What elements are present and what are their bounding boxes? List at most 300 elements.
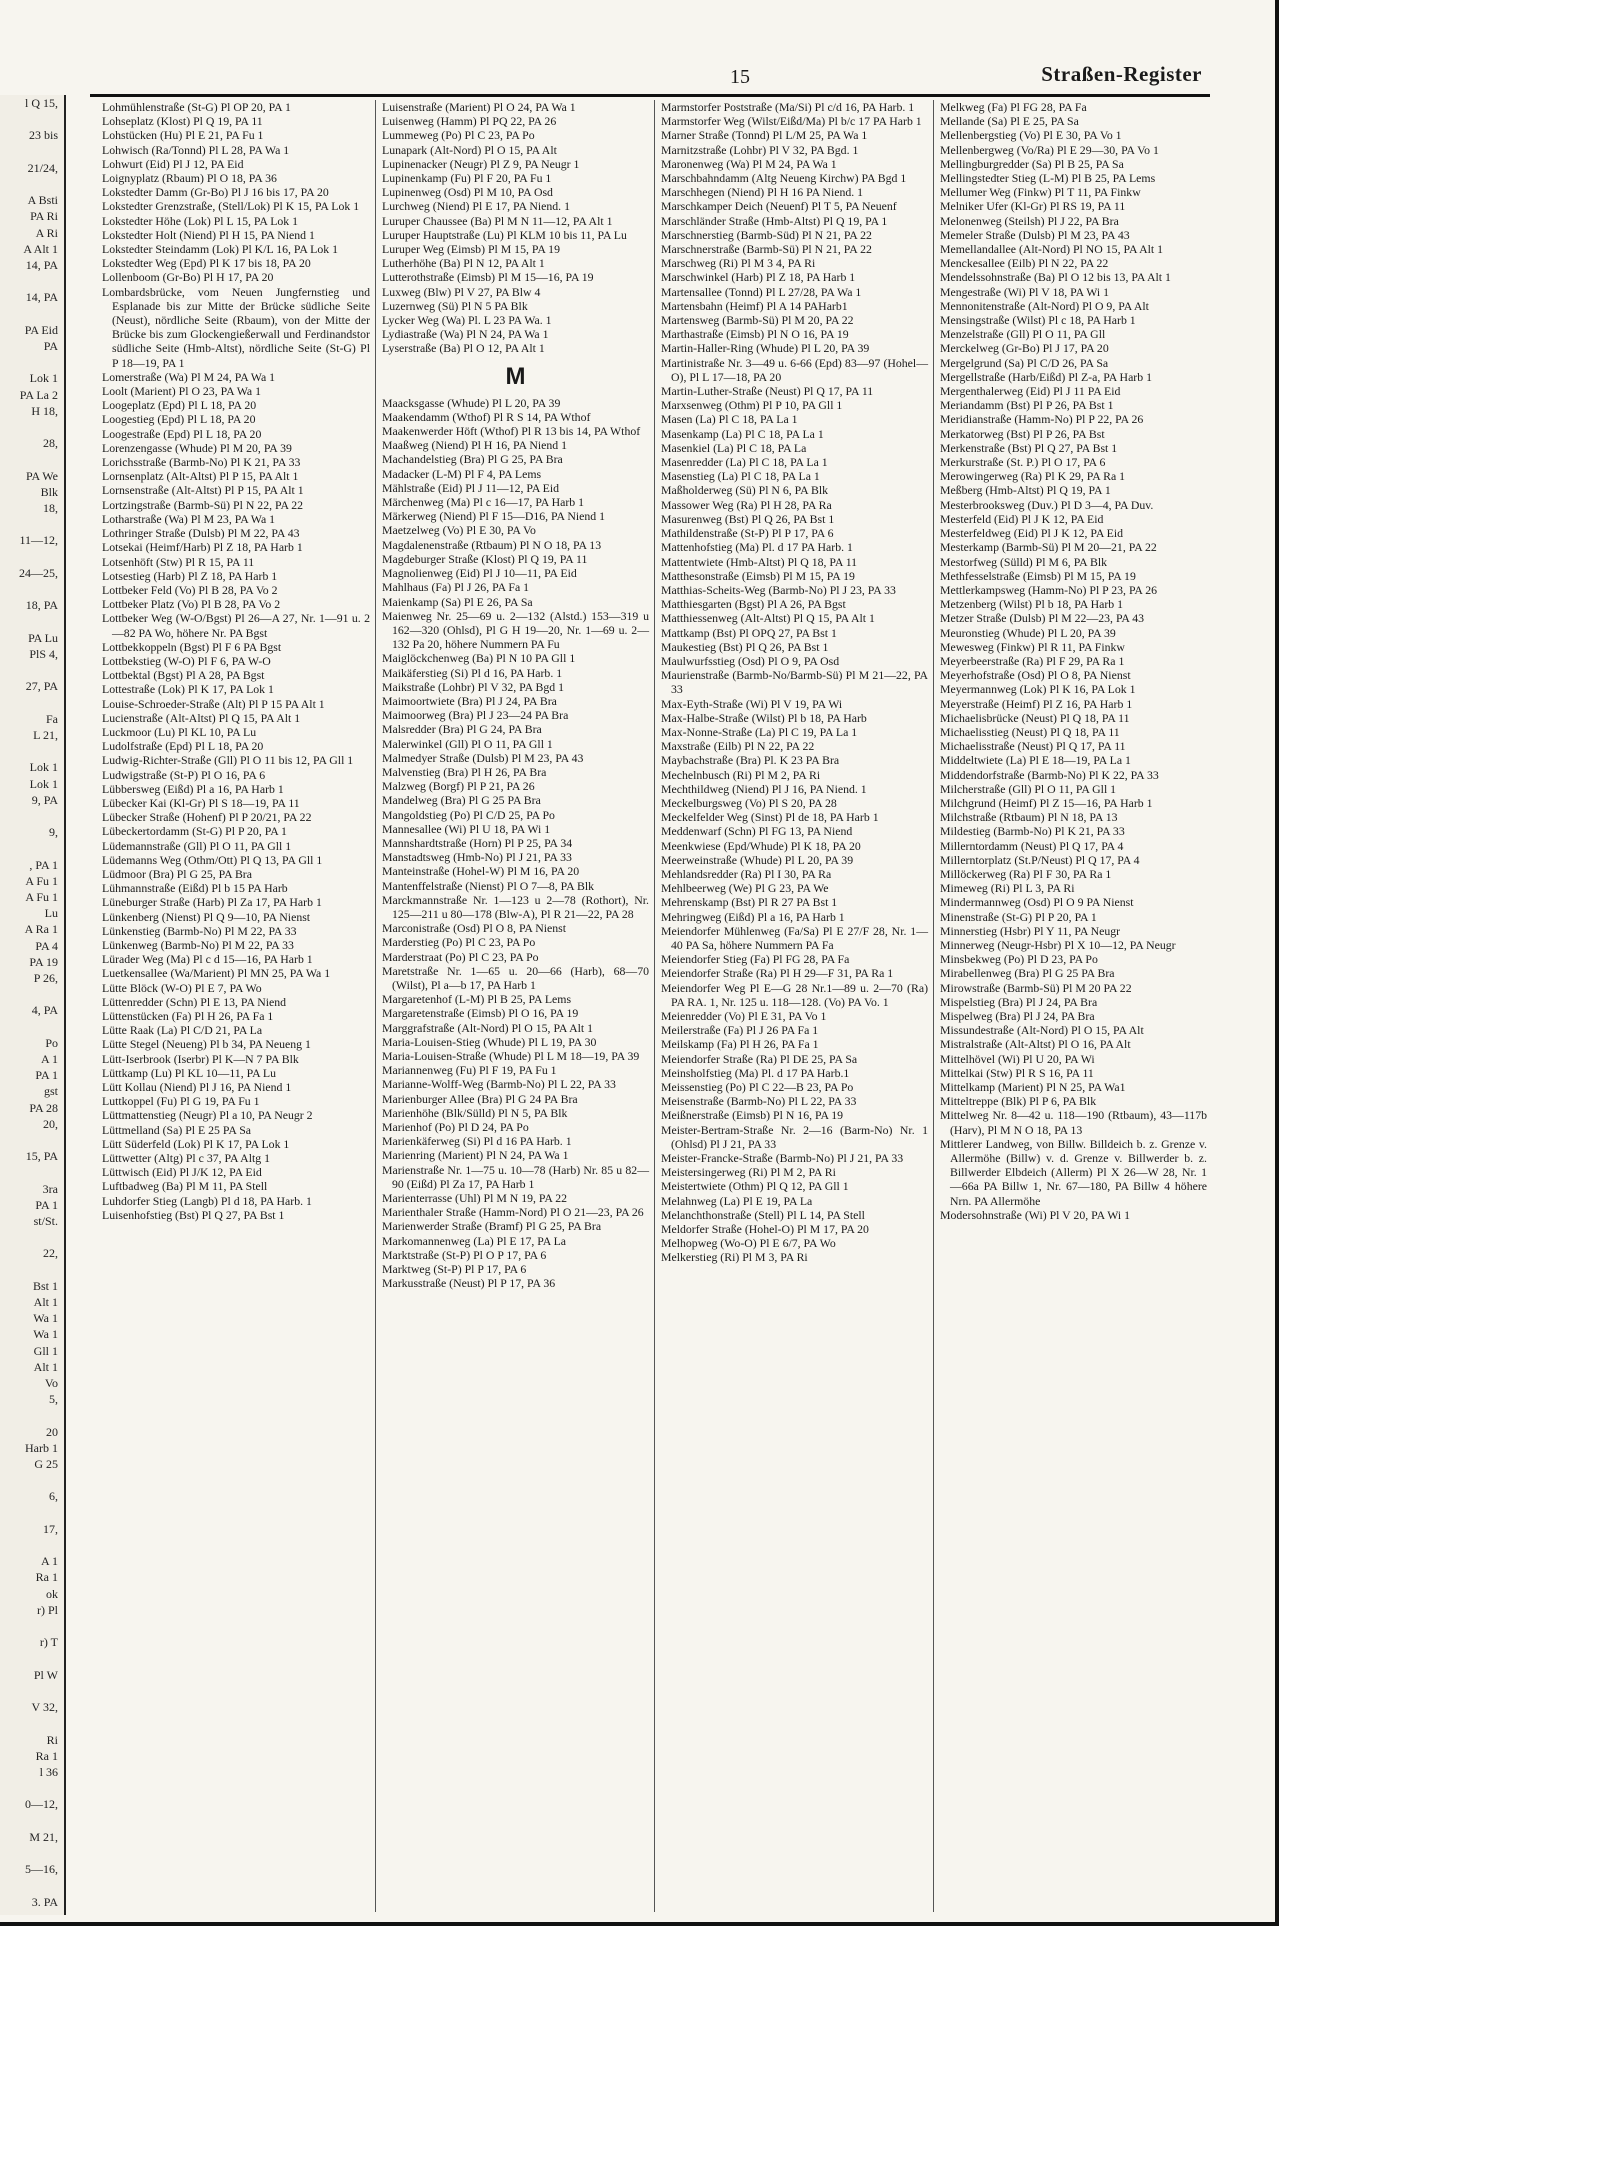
street-entry: Maikstraße (Lohbr) Pl V 32, PA Bgd 1 [382, 679, 564, 694]
previous-page-fragment [0, 986, 64, 1002]
street-entry: Mangoldstieg (Po) Pl C/D 25, PA Po [382, 807, 555, 822]
street-entry: Meßberg (Hmb-Altst) Pl Q 19, PA 1 [940, 483, 1111, 498]
street-entry: Meiendorfer Weg Pl E—G 28 Nr.1—89 u. 2—70 (Ra) PA RA. 1, Nr. 125 u. 118—128. (Vo) PA Vo. 1 [661, 980, 928, 1009]
street-entry: Mittelkai (Stw) Pl R S 16, PA 11 [940, 1065, 1094, 1080]
street-entry: Meister-Bertram-Straße Nr. 2—16 (Barm-No) Nr. 1 (Ohlsd) Pl J 21, PA 33 [661, 1122, 928, 1151]
street-entry: Lornsenstraße (Alt-Altst) Pl P 15, PA Alt 1 [102, 483, 304, 498]
street-entry: Lüdemanns Weg (Othm/Ott) Pl Q 13, PA Gll 1 [102, 852, 323, 867]
previous-page-fragment [0, 1813, 64, 1829]
street-entry: Ludolfstraße (Epd) Pl L 18, PA 20 [102, 739, 264, 754]
street-entry: Maria-Louisen-Stieg (Whude) Pl L 19, PA 30 [382, 1034, 597, 1049]
street-entry: Marxsenweg (Othm) Pl P 10, PA Gll 1 [661, 398, 843, 413]
street-entry: Mannesallee (Wi) Pl U 18, PA Wi 1 [382, 821, 551, 836]
street-entry: Lohseplatz (Klost) Pl Q 19, PA 11 [102, 114, 263, 129]
street-entry: Maimoorweg (Bra) Pl J 23—24 PA Bra [382, 708, 569, 723]
previous-page-fragment [0, 1537, 64, 1553]
street-entry: Luruper Weg (Eimsb) Pl M 15, PA 19 [382, 242, 560, 257]
street-entry: Melhopweg (Wo-O) Pl E 6/7, PA Wo [661, 1236, 836, 1251]
street-entry: Mittlerer Landweg, von Billw. Billdeich b. z. Grenze v. Allermöhe (Billw) v. d. Grenze v. Billwerder b. z. Billwerder Elbdeich (Allerm) Pl X 26—W 28, Nr. 1—66a PA Billw 1, Nr. 67—180, PA Billw 4 höhere Nrn. PA Allermöhe [940, 1136, 1207, 1208]
street-entry: Mirabellenweg (Bra) Pl G 25 PA Bra [940, 966, 1115, 981]
street-entry: Minnerstieg (Hsbr) Pl Y 11, PA Neugr [940, 923, 1121, 938]
street-entry: Meiendorfer Straße (Ra) Pl DE 25, PA Sa [661, 1051, 858, 1066]
previous-page-fragment: ok [46, 1586, 58, 1601]
previous-page-fragment: Lok 1 [29, 371, 58, 386]
street-entry: Lorenzengasse (Whude) Pl M 20, PA 39 [102, 440, 292, 455]
previous-page-fragment [0, 451, 64, 467]
street-entry: Mennonitenstraße (Alt-Nord) Pl O 9, PA Alt [940, 298, 1149, 313]
street-entry: Mellenbergweg (Vo/Ra) Pl E 29—30, PA Vo 1 [940, 142, 1159, 157]
previous-page-fragment: 5, [49, 1392, 58, 1407]
street-entry: Marner Straße (Tonnd) Pl L/M 25, PA Wa 1 [661, 128, 868, 143]
street-entry: Madacker (L-M) Pl F 4, PA Lems [382, 466, 542, 481]
previous-page-fragment: 24—25, [19, 565, 58, 580]
street-entry: Mellingburgredder (Sa) Pl B 25, PA Sa [940, 156, 1124, 171]
street-entry: Lottbekstieg (W-O) Pl F 6, PA W-O [102, 653, 271, 668]
previous-page-fragment: A Fu 1 [25, 889, 58, 904]
previous-page-fragment: 15, PA [25, 1149, 58, 1164]
street-entry: Matthesonstraße (Eimsb) Pl M 15, PA 19 [661, 568, 855, 583]
street-entry: Louise-Schroeder-Straße (Alt) Pl P 15 PA Alt 1 [102, 696, 325, 711]
index-column-3 [654, 100, 933, 1912]
street-entry: Marienterrasse (Uhl) Pl M N 19, PA 22 [382, 1191, 568, 1206]
street-entry: Luetkensallee (Wa/Marient) Pl MN 25, PA Wa 1 [102, 966, 331, 981]
street-entry: Lottbekkoppeln (Bgst) Pl F 6 PA Bgst [102, 639, 282, 654]
previous-page-fragment [0, 1780, 64, 1796]
street-entry: Memeler Straße (Dulsb) Pl M 23, PA 43 [940, 227, 1130, 242]
street-entry: Meißnerstraße (Eimsb) Pl N 16, PA 19 [661, 1108, 844, 1123]
street-entry: Mannshardtstraße (Horn) Pl P 25, PA 34 [382, 835, 573, 850]
street-entry: Lohstücken (Hu) Pl E 21, PA Fu 1 [102, 128, 264, 143]
street-entry: Lomerstraße (Wa) Pl M 24, PA Wa 1 [102, 369, 276, 384]
street-entry: Meistertwiete (Othm) Pl Q 12, PA Gll 1 [661, 1179, 849, 1194]
street-entry: Mandelweg (Bra) Pl G 25 PA Bra [382, 793, 541, 808]
street-entry: Missundestraße (Alt-Nord) Pl O 15, PA Alt [940, 1023, 1144, 1038]
previous-page-fragment: 6, [49, 1489, 58, 1504]
previous-page-fragment [0, 354, 64, 370]
street-entry: Memellandallee (Alt-Nord) Pl NO 15, PA Alt 1 [940, 242, 1164, 257]
previous-page-fragment: G 25 [34, 1457, 58, 1472]
previous-page-fragment [0, 808, 64, 824]
previous-page-fragment: A Ri [35, 225, 58, 240]
previous-page-fragment: V 32, [31, 1700, 58, 1715]
street-entry: Marienhöhe (Blk/Sülld) Pl N 5, PA Blk [382, 1105, 568, 1120]
street-entry: Lüdemannstraße (Gll) Pl O 11, PA Gll 1 [102, 838, 292, 853]
street-entry: Merckelweg (Gr-Bo) Pl J 17, PA 20 [940, 341, 1109, 356]
street-entry: Lyserstraße (Ba) Pl O 12, PA Alt 1 [382, 341, 545, 356]
previous-page-fragment: Bst 1 [32, 1278, 58, 1293]
previous-page-fragment: PA 19 [29, 954, 58, 969]
street-entry: Mehlandsredder (Ra) Pl I 30, PA Ra [661, 866, 832, 881]
street-entry: Marschnerstieg (Barmb-Süd) Pl N 21, PA 22 [661, 227, 872, 242]
street-entry: Meilerstraße (Fa) Pl J 26 PA Fa 1 [661, 1023, 819, 1038]
previous-page-fragment [0, 1715, 64, 1731]
street-entry: Lütt Süderfeld (Lok) Pl K 17, PA Lok 1 [102, 1136, 290, 1151]
street-entry: Marschbahndamm (Altg Neueng Kirchw) PA Bgd 1 [661, 171, 907, 186]
street-entry: Lunapark (Alt-Nord) Pl O 15, PA Alt [382, 142, 557, 157]
street-entry: Lütte Raak (La) Pl C/D 21, PA La [102, 1023, 263, 1038]
previous-page-fragment [0, 1683, 64, 1699]
street-entry: Mindermannweg (Osd) Pl O 9 PA Nienst [940, 895, 1134, 910]
street-entry: Marggrafstraße (Alt-Nord) Pl O 15, PA Alt 1 [382, 1020, 594, 1035]
previous-page-fragment: A 1 [40, 1051, 58, 1066]
street-entry: Lottbeker Feld (Vo) Pl B 28, PA Vo 2 [102, 582, 278, 597]
street-entry: Martinistraße Nr. 3—49 u. 6-66 (Epd) 83—97 (Hohel—O), Pl L 17—18, PA 20 [661, 355, 928, 384]
street-entry: Lotsestieg (Harb) Pl Z 18, PA Harb 1 [102, 568, 278, 583]
street-entry: Lokstedter Steindamm (Lok) Pl K/L 16, PA Lok 1 [102, 242, 339, 257]
previous-page-fragment [0, 111, 64, 127]
street-entry: Meridianstraße (Hamm-No) Pl P 22, PA 26 [940, 412, 1144, 427]
street-entry: Masen (La) Pl C 18, PA La 1 [661, 412, 798, 427]
street-entry: Luttkoppel (Fu) Pl G 19, PA Fu 1 [102, 1094, 260, 1109]
street-entry: Marienthaler Straße (Hamm-Nord) Pl O 21—23, PA 26 [382, 1205, 644, 1220]
street-entry: Mattenhofstieg (Ma) Pl. d 17 PA Harb. 1 [661, 540, 853, 555]
page-header [90, 58, 1210, 94]
previous-page-edge [0, 95, 66, 1915]
street-entry: Modersohnstraße (Wi) Pl V 20, PA Wi 1 [940, 1207, 1130, 1222]
previous-page-fragment [0, 614, 64, 630]
previous-page-fragment: Alt 1 [33, 1359, 58, 1374]
previous-page-fragment: Vo [44, 1376, 58, 1391]
previous-page-fragment: st/St. [33, 1214, 58, 1229]
previous-page-fragment: 18, [43, 501, 58, 516]
previous-page-fragment: 27, PA [25, 679, 58, 694]
street-entry: Mildestieg (Barmb-No) Pl K 21, PA 33 [940, 824, 1125, 839]
street-entry: Matthias-Scheits-Weg (Barmb-No) Pl J 23, PA 33 [661, 582, 896, 597]
street-entry: Maxstraße (Eilb) Pl N 22, PA 22 [661, 739, 815, 754]
street-entry: Marmstorfer Poststraße (Ma/Si) Pl c/d 16, PA Harb. 1 [661, 100, 915, 114]
street-entry: Maienweg Nr. 25—69 u. 2—132 (Alstd.) 153—319 u 162—320 (Ohlsd), Pl G H 19—20, Nr. 1—69 u. 2—132 Pa 20, höhere Nummern PA Fu [382, 608, 649, 652]
running-title: Straßen-Register [1041, 62, 1202, 86]
previous-page-fragment: 23 bis [28, 128, 58, 143]
street-entry: Lübecker Kai (Kl-Gr) Pl S 18—19, PA 11 [102, 795, 300, 810]
previous-page-fragment: PA [43, 339, 58, 354]
previous-page-fragment: 3. PA [31, 1894, 58, 1909]
previous-page-fragment [0, 516, 64, 532]
street-entry: Meuronstieg (Whude) Pl L 20, PA 39 [940, 625, 1116, 640]
street-entry: Melonenweg (Steilsh) Pl J 22, PA Bra [940, 213, 1119, 228]
street-entry: Melkerstieg (Ri) Pl M 3, PA Ri [661, 1250, 808, 1265]
previous-page-fragment [0, 1618, 64, 1634]
street-entry: Meilskamp (Fa) Pl H 26, PA Fa 1 [661, 1037, 819, 1052]
street-entry: Lohwurt (Eid) Pl J 12, PA Eid [102, 156, 244, 171]
street-entry: Meyerstraße (Heimf) Pl Z 16, PA Harb 1 [940, 696, 1133, 711]
previous-page-fragment: PlS 4, [29, 646, 58, 661]
street-entry: Mathildenstraße (St-P) Pl P 17, PA 6 [661, 526, 834, 541]
previous-page-fragment: 9, PA [31, 792, 58, 807]
street-entry: Marienring (Marient) Pl N 24, PA Wa 1 [382, 1148, 569, 1163]
street-entry: Mispelweg (Bra) Pl J 24, PA Bra [940, 1009, 1095, 1023]
previous-page-fragment [0, 1407, 64, 1423]
previous-page-fragment: , PA 1 [29, 857, 58, 872]
previous-page-fragment [0, 306, 64, 322]
street-entry: Lübecker Straße (Hohenf) Pl P 20/21, PA 22 [102, 810, 312, 825]
street-entry: Maukestieg (Bst) Pl Q 26, PA Bst 1 [661, 639, 829, 654]
street-entry: Merkenstraße (Bst) Pl Q 27, PA Bst 1 [940, 440, 1118, 455]
street-entry: Malsredder (Bra) Pl G 24, PA Bra [382, 722, 542, 737]
street-entry: Maetzelweg (Vo) Pl E 30, PA Vo [382, 523, 536, 538]
previous-page-fragment: 14, PA [25, 290, 58, 305]
header-rule [90, 94, 1210, 97]
street-entry: Mimeweg (Ri) Pl L 3, PA Ri [940, 881, 1075, 896]
street-entry: Meckelfelder Weg (Sinst) Pl de 18, PA Harb 1 [661, 810, 879, 825]
previous-page-fragment: Ra 1 [35, 1570, 58, 1585]
street-entry: Mergelgrund (Sa) Pl C/D 26, PA Sa [940, 355, 1109, 370]
street-entry: Minsbekweg (Po) Pl D 23, PA Po [940, 952, 1098, 967]
street-entry: Masurenweg (Bst) Pl Q 26, PA Bst 1 [661, 511, 835, 526]
previous-page-fragment [0, 176, 64, 192]
street-entry: Mahlhaus (Fa) Pl J 26, PA Fa 1 [382, 580, 530, 595]
street-entry: Lotsenhöft (Stw) Pl R 15, PA 11 [102, 554, 255, 569]
street-entry: Mechthildweg (Niend) Pl J 16, PA Niend. 1 [661, 781, 867, 796]
street-entry: Mellumer Weg (Finkw) Pl T 11, PA Finkw [940, 185, 1141, 200]
street-entry: Maybachstraße (Bra) Pl. K 23 PA Bra [661, 753, 840, 768]
previous-page-fragment: PA We [25, 468, 58, 483]
previous-page-fragment: 0—12, [25, 1797, 58, 1812]
street-entry: Meinsholfstieg (Ma) Pl. d 17 PA Harb.1 [661, 1065, 850, 1080]
street-entry: Malerwinkel (Gll) Pl O 11, PA Gll 1 [382, 736, 553, 751]
street-entry: Mesterfeldweg (Eid) Pl J K 12, PA Eid [940, 526, 1124, 541]
street-entry: Marienwerder Straße (Bramf) Pl G 25, PA Bra [382, 1219, 602, 1234]
street-entry: Mellande (Sa) Pl E 25, PA Sa [940, 114, 1079, 129]
street-entry: Lornsenplatz (Alt-Altst) Pl P 15, PA Alt 1 [102, 469, 299, 484]
street-entry: Lokstedter Damm (Gr-Bo) Pl J 16 bis 17, PA 20 [102, 185, 329, 200]
street-entry: Meddenwarf (Schn) Pl FG 13, PA Niend [661, 824, 853, 839]
street-entry: Lütte Blöck (W-O) Pl E 7, PA Wo [102, 980, 262, 995]
street-entry: Marienkäferweg (Si) Pl d 16 PA Harb. 1 [382, 1134, 572, 1149]
index-column-2 [375, 100, 654, 1912]
previous-page-fragment: 14, PA [25, 258, 58, 273]
street-entry: Lütte Stegel (Neueng) Pl b 34, PA Neueng 1 [102, 1037, 311, 1052]
previous-page-fragment: A Ra 1 [24, 922, 58, 937]
street-entry: Malmedyer Straße (Dulsb) Pl M 23, PA 43 [382, 750, 584, 765]
street-entry: Mittelkamp (Marient) Pl N 25, PA Wa1 [940, 1080, 1126, 1095]
street-entry: Luckmoor (Lu) Pl KL 10, PA Lu [102, 724, 257, 739]
previous-page-fragment: PA 28 [29, 1100, 58, 1115]
street-entry: Mengestraße (Wi) Pl V 18, PA Wi 1 [940, 284, 1110, 299]
previous-page-fragment: PA La 2 [19, 387, 58, 402]
street-entry: Marschnerstraße (Barmb-Sü) Pl N 21, PA 22 [661, 242, 872, 257]
street-entry: Mergellstraße (Harb/Eißd) Pl Z-a, PA Harb 1 [940, 369, 1152, 384]
street-entry: Mesterfeld (Eid) Pl J K 12, PA Eid [940, 511, 1104, 526]
street-entry: Lübeckertordamm (St-G) Pl P 20, PA 1 [102, 824, 287, 839]
street-entry: Lütt-Iserbrook (Iserbr) Pl K—N 7 PA Blk [102, 1051, 299, 1066]
street-entry: Mewesweg (Finkw) Pl R 11, PA Finkw [940, 639, 1125, 654]
previous-page-fragment: 20, [43, 1116, 58, 1131]
street-entry: Marschländer Straße (Hmb-Altst) Pl Q 19, PA 1 [661, 213, 888, 228]
street-entry: Manteinstraße (Hohel-W) Pl M 16, PA 20 [382, 864, 580, 879]
street-entry: Metzer Straße (Dulsb) Pl M 22—23, PA 43 [940, 611, 1145, 626]
street-entry: Masenredder (La) Pl C 18, PA La 1 [661, 455, 828, 470]
street-entry: Mitteltreppe (Blk) Pl P 6, PA Blk [940, 1094, 1097, 1109]
street-entry: Magdalenenstraße (Rtbaum) Pl N O 18, PA 13 [382, 537, 602, 552]
previous-page-fragment: 28, [43, 436, 58, 451]
previous-page-fragment: l 36 [39, 1764, 58, 1779]
previous-page-fragment: PA Lu [28, 630, 58, 645]
street-entry: Methfesselstraße (Eimsb) Pl M 15, PA 19 [940, 568, 1136, 583]
street-entry: Lohwisch (Ra/Tonnd) Pl L 28, PA Wa 1 [102, 142, 290, 157]
street-entry: Mistralstraße (Alt-Altst) Pl O 16, PA Alt [940, 1037, 1131, 1052]
street-entry: Meldorfer Straße (Hohel-O) Pl M 17, PA 20 [661, 1222, 869, 1237]
previous-page-fragment [0, 1164, 64, 1180]
previous-page-fragment [0, 273, 64, 289]
street-entry: Luzernweg (Sü) Pl N 5 PA Blk [382, 298, 528, 313]
street-index-columns [96, 100, 1214, 1912]
street-entry: Marktweg (St-P) Pl P 17, PA 6 [382, 1262, 527, 1277]
previous-page-fragment: PA Ri [30, 209, 58, 224]
street-entry: Lüttwisch (Eid) Pl J/K 12, PA Eid [102, 1165, 262, 1180]
street-entry: Marienburger Allee (Bra) Pl G 24 PA Bra [382, 1091, 578, 1106]
street-entry: Marktstraße (St-P) Pl O P 17, PA 6 [382, 1247, 547, 1262]
street-entry: Luruper Hauptstraße (Lu) Pl KLM 10 bis 11, PA Lu [382, 227, 627, 242]
previous-page-fragment: Lu [44, 906, 58, 921]
street-entry: Maakenwerder Höft (Wthof) Pl R 13 bis 14, PA Wthof [382, 424, 641, 439]
street-entry: Marderstieg (Po) Pl C 23, PA Po [382, 935, 536, 950]
street-entry: Middeltwiete (La) Pl E 18—19, PA La 1 [940, 753, 1131, 768]
street-entry: Massower Weg (Ra) Pl H 28, PA Ra [661, 497, 832, 512]
previous-page-fragment [0, 1472, 64, 1488]
index-column-4 [933, 100, 1212, 1912]
street-entry: Matthiesgarten (Bgst) Pl A 26, PA Bgst [661, 597, 846, 612]
index-column-1 [96, 100, 375, 1912]
street-entry: Lokstedter Höhe (Lok) Pl L 15, PA Lok 1 [102, 213, 299, 228]
previous-page-fragment: 21/24, [27, 160, 58, 175]
street-entry: Lünkenweg (Barmb-No) Pl M 22, PA 33 [102, 937, 294, 952]
street-entry: Mellingstedter Stieg (L-M) Pl B 25, PA Lems [940, 171, 1156, 186]
street-entry: Maikäferstieg (Si) Pl d 16, PA Harb. 1 [382, 665, 563, 680]
street-entry: Maßholderweg (Sü) Pl N 6, PA Blk [661, 483, 829, 498]
street-entry: Marckmannstraße Nr. 1—123 u 2—78 (Rothort), Nr. 125—211 u 80—178 (Blw-A), Pl R 21—22, PA 28 [382, 892, 649, 921]
street-entry: Mattkamp (Bst) Pl OPQ 27, PA Bst 1 [661, 625, 837, 640]
street-entry: Mellenbergstieg (Vo) Pl E 30, PA Vo 1 [940, 128, 1122, 143]
street-entry: Mettlerkampsweg (Hamm-No) Pl P 23, PA 26 [940, 582, 1158, 597]
street-entry: Ludwigstraße (St-P) Pl O 16, PA 6 [102, 767, 266, 782]
previous-page-fragment: r) T [39, 1635, 58, 1650]
street-entry: Marschwinkel (Harb) Pl Z 18, PA Harb 1 [661, 270, 856, 285]
previous-page-fragment: 17, [43, 1521, 58, 1536]
previous-page-fragment: Ri [46, 1732, 58, 1747]
street-entry: Lothringer Straße (Dulsb) Pl M 22, PA 43 [102, 526, 300, 541]
street-entry: Lurchweg (Niend) Pl E 17, PA Niend. 1 [382, 199, 570, 214]
street-entry: Michaelisstraße (Neust) Pl Q 17, PA 11 [940, 739, 1126, 754]
street-entry: Mehrenskamp (Bst) Pl R 27 PA Bst 1 [661, 895, 838, 910]
street-entry: Mendelssohnstraße (Ba) Pl O 12 bis 13, PA Alt 1 [940, 270, 1171, 285]
street-entry: Middendorfstraße (Barmb-No) Pl K 22, PA 33 [940, 767, 1159, 782]
street-entry: Lüttmattenstieg (Neugr) Pl a 10, PA Neugr 2 [102, 1108, 313, 1123]
street-entry: Lotsekai (Heimf/Harb) Pl Z 18, PA Harb 1 [102, 540, 303, 555]
street-entry: Maria-Louisen-Straße (Whude) Pl L M 18—19, PA 39 [382, 1049, 640, 1063]
street-entry: Max-Halbe-Straße (Wilst) Pl b 18, PA Harb [661, 710, 867, 725]
street-entry: Meistersingerweg (Ri) Pl M 2, PA Ri [661, 1165, 836, 1180]
street-entry: Märchenweg (Ma) Pl c 16—17, PA Harb 1 [382, 495, 585, 510]
previous-page-fragment: r) Pl [37, 1602, 58, 1617]
street-entry: Melahnweg (La) Pl E 19, PA La [661, 1193, 813, 1208]
previous-page-fragment: Blk [40, 484, 58, 499]
previous-page-fragment: PA 1 [35, 1197, 58, 1212]
street-entry: Mattentwiete (Hmb-Altst) Pl Q 18, PA 11 [661, 554, 858, 569]
street-entry: Max-Eyth-Straße (Wi) Pl V 19, PA Wi [661, 696, 843, 711]
street-entry: Melkweg (Fa) Pl FG 28, PA Fa [940, 100, 1087, 114]
street-entry: Luxweg (Blw) Pl V 27, PA Blw 4 [382, 284, 541, 299]
street-entry: Meissenstieg (Po) Pl C 22—B 23, PA Po [661, 1080, 854, 1095]
street-entry: Lottbeker Platz (Vo) Pl B 28, PA Vo 2 [102, 597, 281, 612]
street-entry: Luruper Chaussee (Ba) Pl M N 11—12, PA Alt 1 [382, 213, 613, 228]
street-entry: Lorichsstraße (Barmb-No) Pl K 21, PA 33 [102, 455, 301, 470]
previous-page-fragment: Alt 1 [33, 1295, 58, 1310]
previous-page-fragment: A 1 [40, 1554, 58, 1569]
street-entry: Marianne-Wolff-Weg (Barmb-No) Pl L 22, PA 33 [382, 1077, 616, 1092]
street-entry: Lupinenkamp (Fu) Pl F 20, PA Fu 1 [382, 171, 552, 186]
street-entry: Lüttkamp (Lu) Pl KL 10—11, PA Lu [102, 1065, 277, 1080]
street-entry: Melniker Ufer (Kl-Gr) Pl RS 19, PA 11 [940, 199, 1126, 214]
previous-page-fragment [0, 419, 64, 435]
street-entry: Lünkenberg (Nienst) Pl Q 9—10, PA Nienst [102, 909, 311, 924]
previous-page-fragment: L 21, [33, 727, 58, 742]
street-entry: Loogestraße (Epd) Pl L 18, PA 20 [102, 426, 262, 441]
street-entry: Millöckerweg (Ra) Pl F 30, PA Ra 1 [940, 866, 1112, 881]
street-entry: Mehlbeerweg (We) Pl G 23, PA We [661, 881, 829, 896]
previous-page-fragment: Lok 1 [29, 760, 58, 775]
street-entry: Meyerbeerstraße (Ra) Pl F 29, PA Ra 1 [940, 653, 1125, 668]
street-entry: Luhdorfer Stieg (Langb) Pl d 18, PA Harb. 1 [102, 1193, 312, 1208]
street-entry: Masenstieg (La) Pl C 18, PA La 1 [661, 469, 820, 484]
street-entry: Lupinenacker (Neugr) Pl Z 9, PA Neugr 1 [382, 156, 580, 171]
street-entry: Marienhof (Po) Pl D 24, PA Po [382, 1120, 529, 1135]
street-entry: Loogestieg (Epd) Pl L 18, PA 20 [102, 412, 256, 427]
previous-page-fragment: 22, [43, 1246, 58, 1261]
previous-page-fragment [0, 1651, 64, 1667]
street-entry: Mensingstraße (Wilst) Pl c 18, PA Harb 1 [940, 313, 1136, 328]
previous-page-fragment: Harb 1 [25, 1440, 58, 1455]
previous-page-fragment: 5—16, [25, 1862, 58, 1877]
street-entry: Malvenstieg (Bra) Pl H 26, PA Bra [382, 764, 547, 779]
previous-page-fragment: Gll 1 [33, 1343, 58, 1358]
previous-page-fragment [0, 549, 64, 565]
street-entry: Meerweinstraße (Whude) Pl L 20, PA 39 [661, 852, 854, 867]
street-entry: Minenstraße (St-G) Pl P 20, PA 1 [940, 909, 1097, 924]
previous-page-fragment [0, 1019, 64, 1035]
street-entry: Meienredder (Vo) Pl E 31, PA Vo 1 [661, 1009, 827, 1023]
street-entry: Meister-Francke-Straße (Barmb-No) Pl J 21, PA 33 [661, 1151, 904, 1166]
previous-page-fragment [0, 1132, 64, 1148]
street-entry: Lühmannstraße (Eißd) Pl b 15 PA Harb [102, 881, 288, 896]
previous-page-fragment: 9, [49, 825, 58, 840]
street-entry: Merowingerweg (Ra) Pl K 29, PA Ra 1 [940, 469, 1126, 484]
street-entry: Mesterbrooksweg (Duv.) Pl D 3—4, PA Duv. [940, 497, 1154, 512]
street-entry: Lüttenredder (Schn) Pl E 13, PA Niend [102, 994, 287, 1009]
previous-page-fragment: Fa [46, 711, 58, 726]
street-entry: Maronenweg (Wa) Pl M 24, PA Wa 1 [661, 156, 837, 171]
street-entry: Markomannenweg (La) Pl E 17, PA La [382, 1233, 567, 1248]
street-entry: Lürader Weg (Ma) Pl c d 15—16, PA Harb 1 [102, 952, 313, 967]
previous-page-fragment: Lok 1 [29, 776, 58, 791]
street-entry: Milchgrund (Heimf) Pl Z 15—16, PA Harb 1 [940, 795, 1153, 810]
street-entry: Marienstraße Nr. 1—75 u. 10—78 (Harb) Nr. 85 u 82—90 (Eißd) Pl Za 17, PA Harb 1 [382, 1162, 649, 1191]
street-entry: Mechelnbusch (Ri) Pl M 2, PA Ri [661, 767, 821, 782]
street-entry: Maiglöckchenweg (Ba) Pl N 10 PA Gll 1 [382, 651, 576, 666]
street-entry: Michaelisbrücke (Neust) Pl Q 18, PA 11 [940, 710, 1130, 725]
street-entry: Maaßweg (Niend) Pl H 16, PA Niend 1 [382, 438, 568, 453]
street-entry: Mestorfweg (Sülld) Pl M 6, PA Blk [940, 554, 1108, 569]
previous-page-fragment: 18, PA [25, 598, 58, 613]
street-entry: Maretstraße Nr. 1—65 u. 20—66 (Harb), 68—70 (Wilst), Pl a—b 17, PA Harb 1 [382, 963, 649, 992]
previous-page-fragment: gst [43, 1084, 58, 1099]
previous-page-fragment: Wa 1 [33, 1327, 58, 1342]
previous-page-fragment: l Q 15, [25, 96, 58, 110]
street-entry: Menzelstraße (Gll) Pl O 11, PA Gll [940, 327, 1106, 342]
previous-page-fragment: P 26, [33, 970, 58, 985]
previous-page-fragment: Wa 1 [33, 1311, 58, 1326]
street-entry: Minnerweg (Neugr-Hsbr) Pl X 10—12, PA Neugr [940, 937, 1176, 952]
